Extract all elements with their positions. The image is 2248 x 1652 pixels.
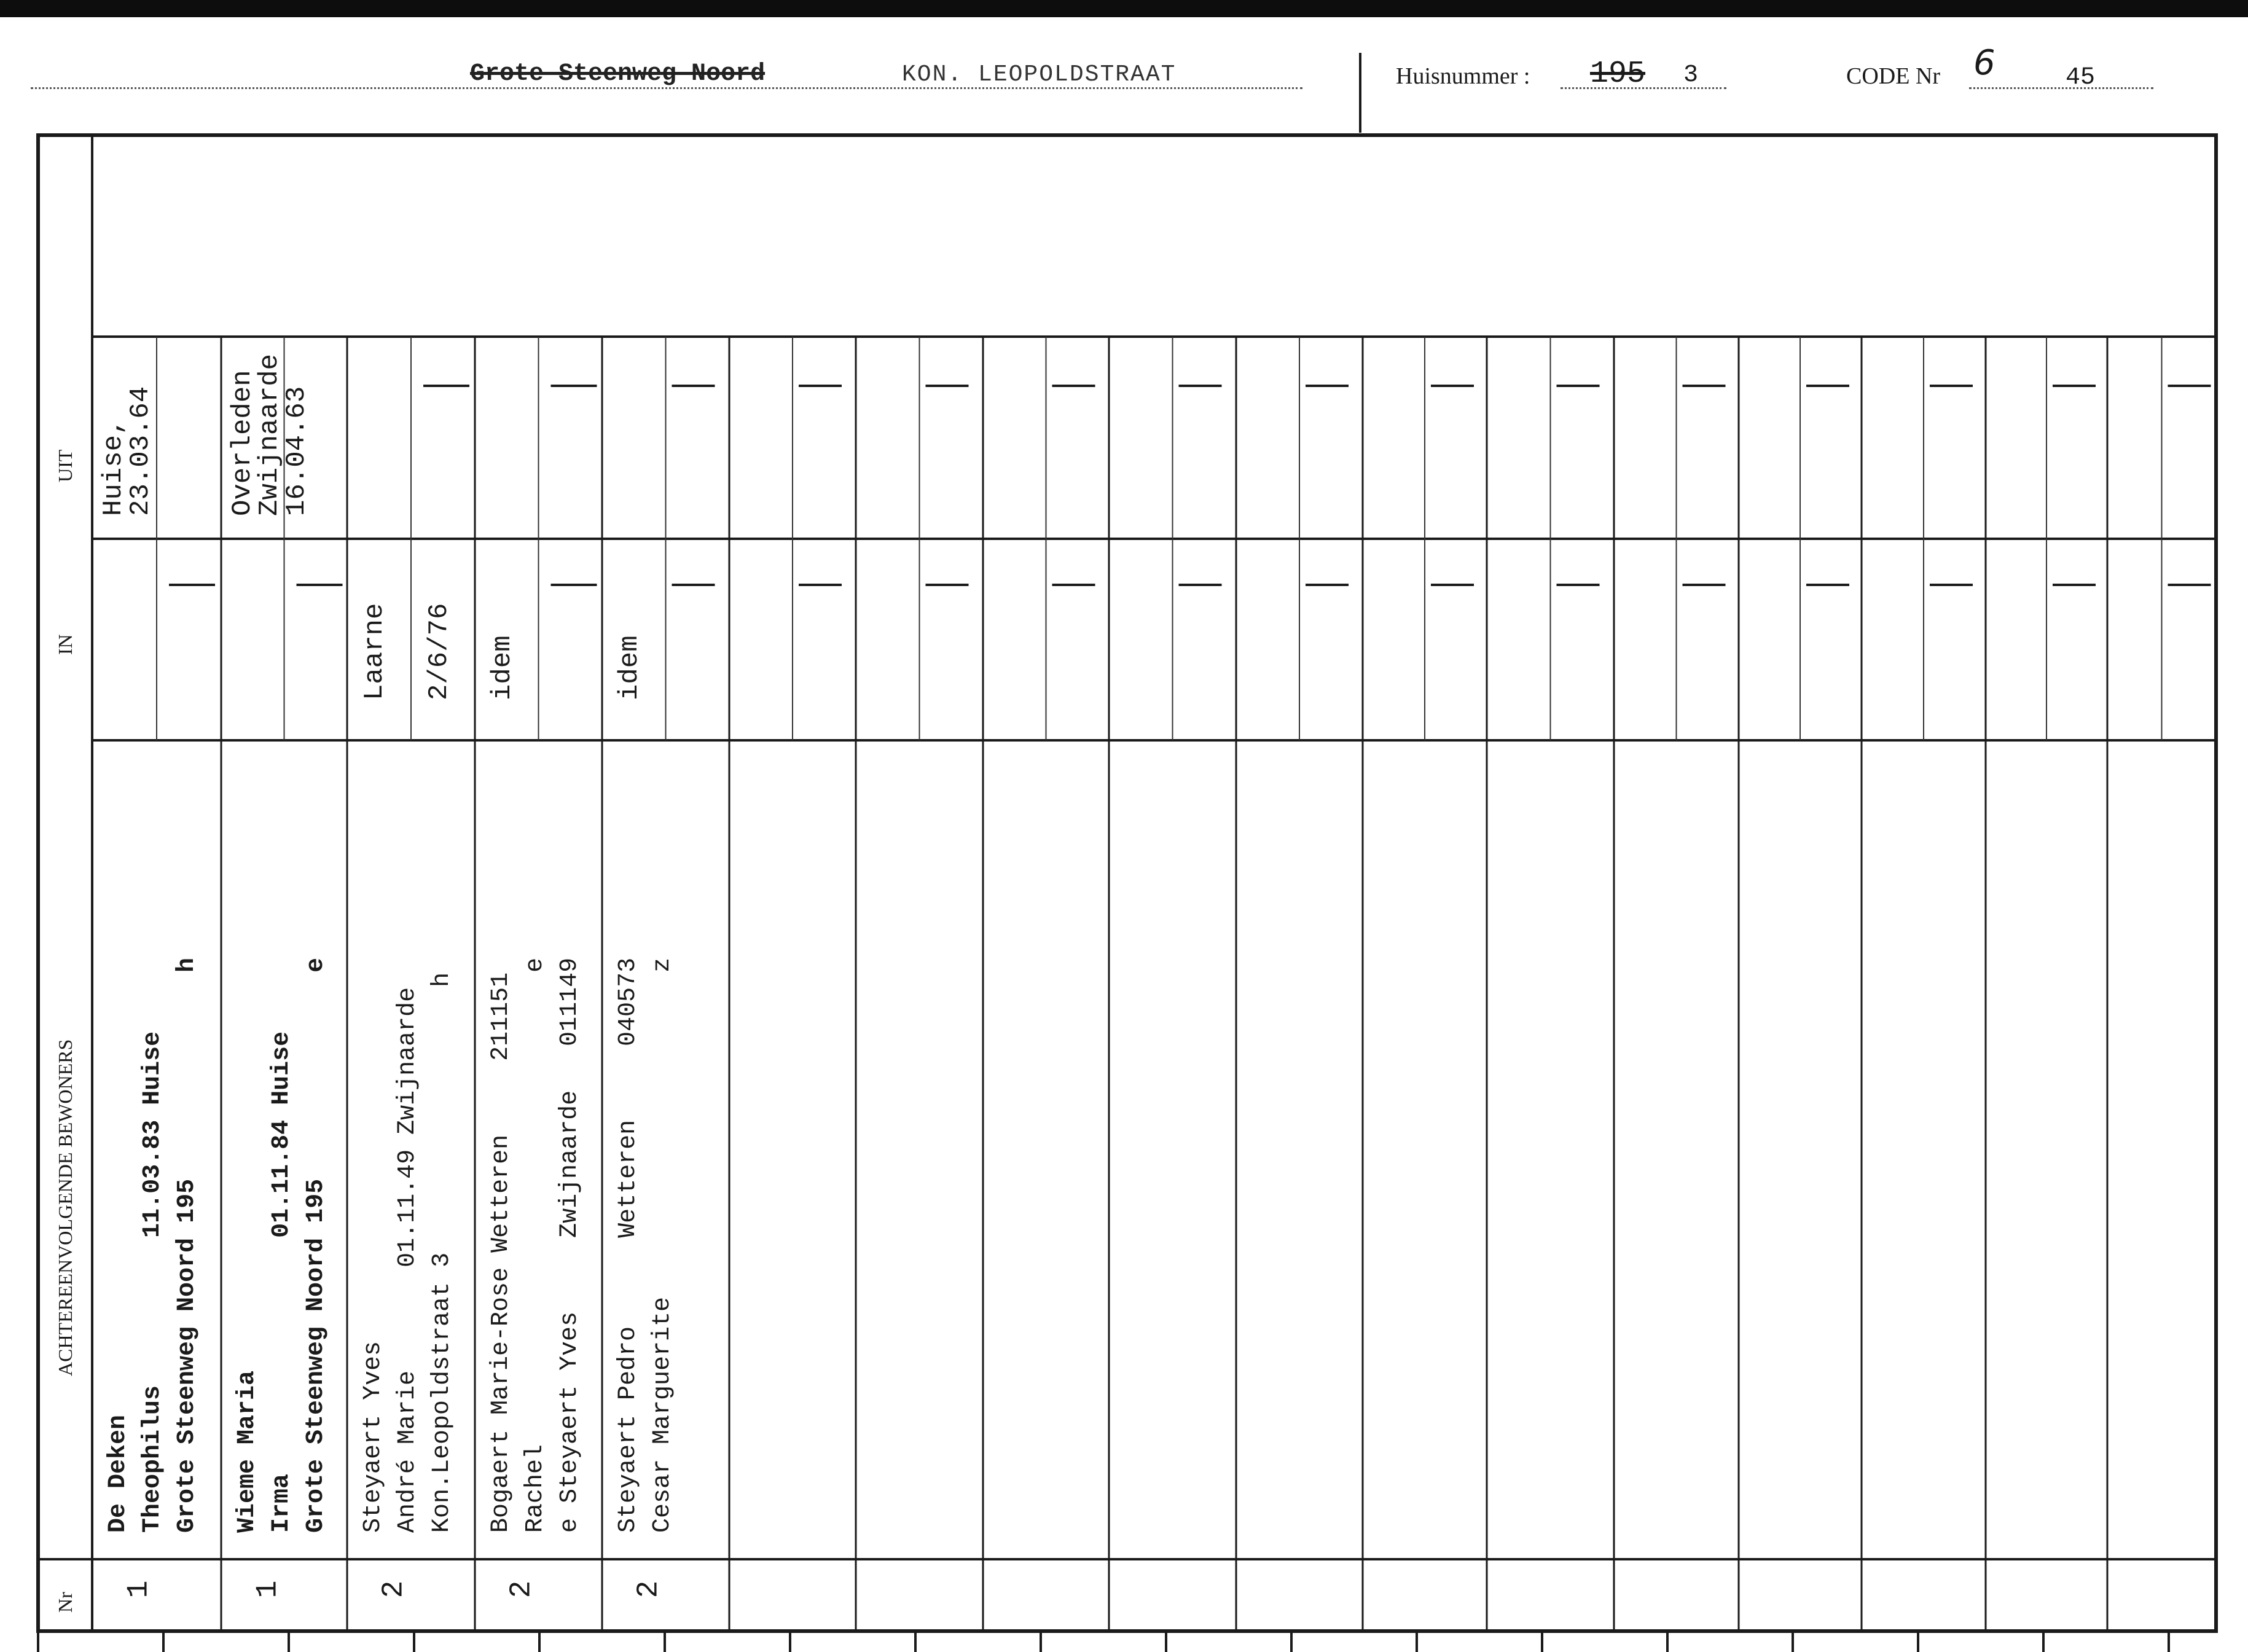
- in-entry: idem: [487, 635, 518, 700]
- uit-entry: Huise,: [98, 418, 129, 516]
- uit-label: UIT: [54, 449, 76, 482]
- resident-line: Grote Steenweg Noord 195 e: [302, 957, 330, 1533]
- row-number: 2: [377, 1580, 411, 1599]
- code-number-value: 45: [2066, 64, 2096, 92]
- row-number: 1: [122, 1580, 156, 1599]
- house-number-label: Huisnummer :: [1396, 63, 1530, 89]
- house-number-crossed: 195: [1590, 57, 1646, 92]
- resident-line: De Deken: [104, 1414, 132, 1533]
- code-number-crossed: 6: [1973, 43, 1995, 83]
- resident-line: e Steyaert Yves Zwijnaarde 011149: [556, 957, 584, 1533]
- in-entry: Laarne: [359, 603, 390, 700]
- in-entry: idem: [614, 635, 645, 700]
- resident-line: Steyaert Yves: [359, 1341, 387, 1533]
- residents-label: ACHTEREENVOLGENDE BEWONERS: [54, 1039, 76, 1376]
- resident-line: Kon.Leopoldstraat 3 h: [428, 972, 456, 1533]
- resident-line: André Marie 01.11.49 Zwijnaarde: [394, 987, 421, 1533]
- resident-line: Grote Steenweg Noord 195 h: [173, 957, 201, 1533]
- uit-entry: 23.03.64: [125, 386, 156, 516]
- nr-label: Nr: [54, 1592, 76, 1613]
- uit-entry: 16.04.63: [281, 386, 312, 516]
- resident-line: Bogaert Marie-Rose Wetteren 211151: [487, 972, 515, 1533]
- row-number: 2: [505, 1580, 539, 1599]
- code-number-label: CODE Nr: [1846, 63, 1941, 89]
- resident-line: Rachel e: [522, 957, 549, 1533]
- row-number: 1: [251, 1580, 285, 1599]
- uit-entry: Overleden: [227, 370, 258, 516]
- in-entry: 2/6/76: [424, 603, 455, 700]
- resident-line: Irma 01.11.84 Huise: [268, 1031, 296, 1533]
- row-number: 2: [632, 1580, 666, 1599]
- street-name-crossed: Grote Steenweg Noord: [470, 60, 766, 88]
- resident-line: Cesar Marguerite z: [649, 957, 676, 1533]
- house-number-value: 3: [1683, 61, 1699, 89]
- resident-line: Steyaert Pedro Wetteren 040573: [614, 957, 642, 1533]
- resident-line: Wieme Maria: [233, 1370, 261, 1533]
- uit-entry: Zwijnaarde: [254, 353, 285, 516]
- in-label: IN: [54, 634, 76, 655]
- street-name: KON. LEOPOLDSTRAAT: [902, 61, 1177, 88]
- resident-line: Theophilus 11.03.83 Huise: [139, 1031, 166, 1533]
